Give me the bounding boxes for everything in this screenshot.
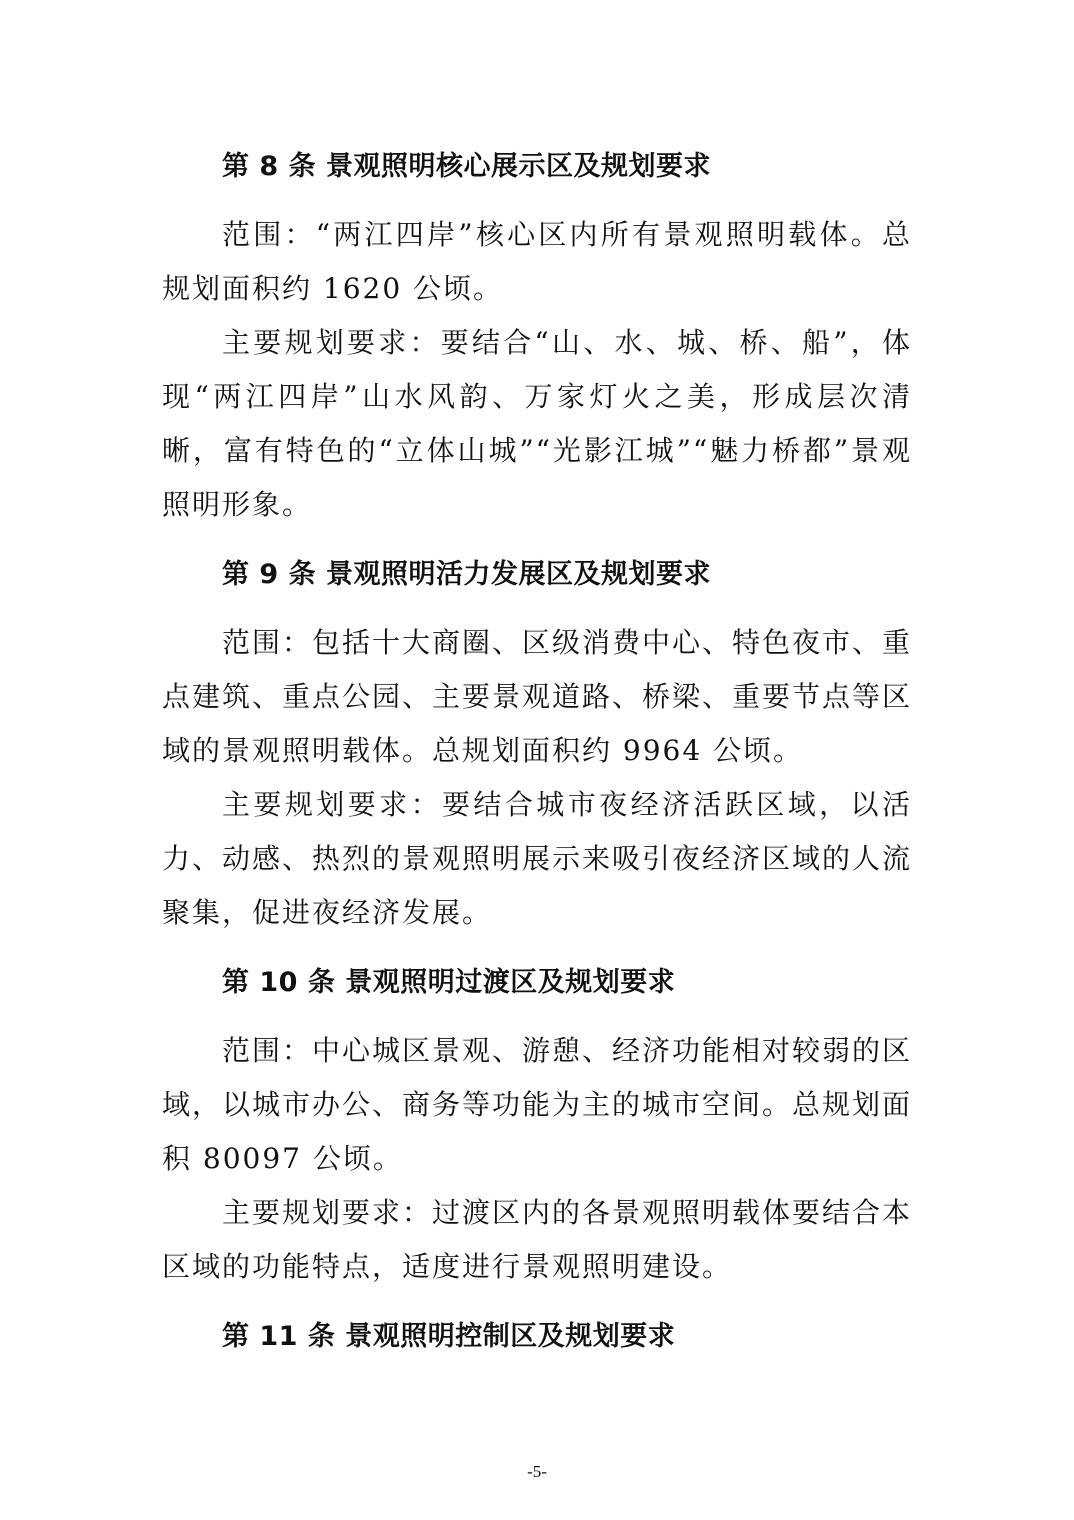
article-10-requirements: 主要规划要求：过渡区内的各景观照明载体要结合本区域的功能特点，适度进行景观照明建设。	[162, 1196, 913, 1283]
article-8-scope: 范围：“两江四岸”核心区内所有景观照明载体。总规划面积约 1620 公顷。	[162, 218, 912, 305]
page-number: -5-	[527, 1462, 547, 1481]
article-10-heading: 第 10 条 景观照明过渡区及规划要求	[222, 967, 676, 998]
article-8-heading: 第 8 条 景观照明核心展示区及规划要求	[222, 151, 711, 182]
article-8-requirements: 主要规划要求：要结合“山、水、城、桥、船”，体现“两江四岸”山水风韵、万家灯火之美，形成层次清晰，富有特色的“立体山城”“光影江城”“魅力桥都”景观照明形象。	[162, 326, 912, 521]
document-body	[162, 140, 912, 1364]
article-9-scope: 范围：包括十大商圈、区级消费中心、特色夜市、重点建筑、重点公园、主要景观道路、桥梁、重要节点等区域的景观照明载体。总规划面积约 9964 公顷。	[162, 626, 913, 767]
article-9-requirements: 主要规划要求：要结合城市夜经济活跃区域，以活力、动感、热烈的景观照明展示来吸引夜经济区域的人流聚集，促进夜经济发展。	[162, 788, 913, 929]
article-10-scope: 范围：中心城区景观、游憩、经济功能相对较弱的区域，以城市办公、商务等功能为主的城市空间。总规划面积 80097 公顷。	[162, 1034, 913, 1175]
article-11-heading: 第 11 条 景观照明控制区及规划要求	[222, 1321, 676, 1352]
article-9-heading: 第 9 条 景观照明活力发展区及规划要求	[222, 559, 711, 590]
